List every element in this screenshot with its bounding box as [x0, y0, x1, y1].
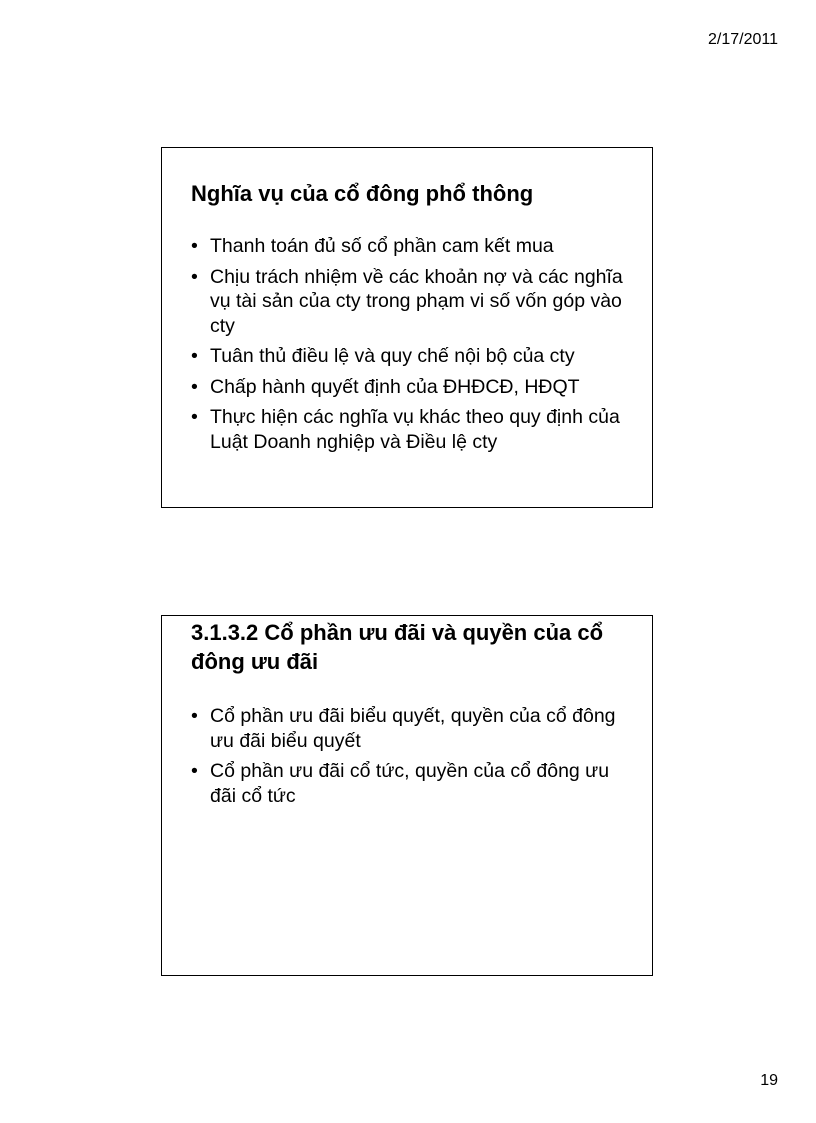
bullet-item	[191, 759, 638, 808]
slide-preferred-shares	[161, 615, 653, 976]
bullet-text: Chịu trách nhiệm về các khoản nợ và các nghĩa vụ tài sản của cty trong phạm vi số vốn góp vào cty	[210, 265, 623, 337]
bullet-list	[191, 704, 638, 814]
bullet-item	[191, 375, 638, 400]
bullet-list	[191, 234, 638, 460]
page-number: 19	[760, 1072, 778, 1089]
bullet-icon: •	[191, 760, 198, 782]
bullet-icon: •	[191, 705, 198, 727]
bullet-text: Thực hiện các nghĩa vụ khác theo quy định của Luật Doanh nghiệp và Điều lệ cty	[210, 406, 620, 453]
bullet-icon: •	[191, 406, 198, 428]
bullet-item	[191, 344, 638, 369]
slide-obligations	[161, 147, 653, 508]
bullet-item	[191, 265, 638, 339]
page-date: 2/17/2011	[708, 31, 778, 48]
bullet-icon: •	[191, 375, 198, 398]
bullet-icon: •	[191, 265, 198, 288]
bullet-text: Thanh toán đủ số cổ phần cam kết mua	[210, 235, 554, 257]
bullet-text: Chấp hành quyết định của ĐHĐCĐ, HĐQT	[210, 375, 580, 398]
bullet-item	[191, 405, 638, 454]
bullet-text: Tuân thủ điều lệ và quy chế nội bộ của cty	[210, 345, 575, 367]
bullet-item	[191, 234, 638, 259]
slide-title: 3.1.3.2 Cổ phần ưu đãi và quyền của cổ đông ưu đãi	[191, 620, 604, 674]
bullet-icon: •	[191, 235, 198, 257]
bullet-icon: •	[191, 345, 198, 367]
slide-title: Nghĩa vụ của cổ đông phổ thông	[191, 181, 534, 206]
bullet-text: Cổ phần ưu đãi biểu quyết, quyền của cổ đông ưu đãi biểu quyết	[210, 705, 616, 752]
bullet-item	[191, 704, 638, 753]
bullet-text: Cổ phần ưu đãi cổ tức, quyền của cổ đông ưu đãi cổ tức	[210, 760, 610, 807]
